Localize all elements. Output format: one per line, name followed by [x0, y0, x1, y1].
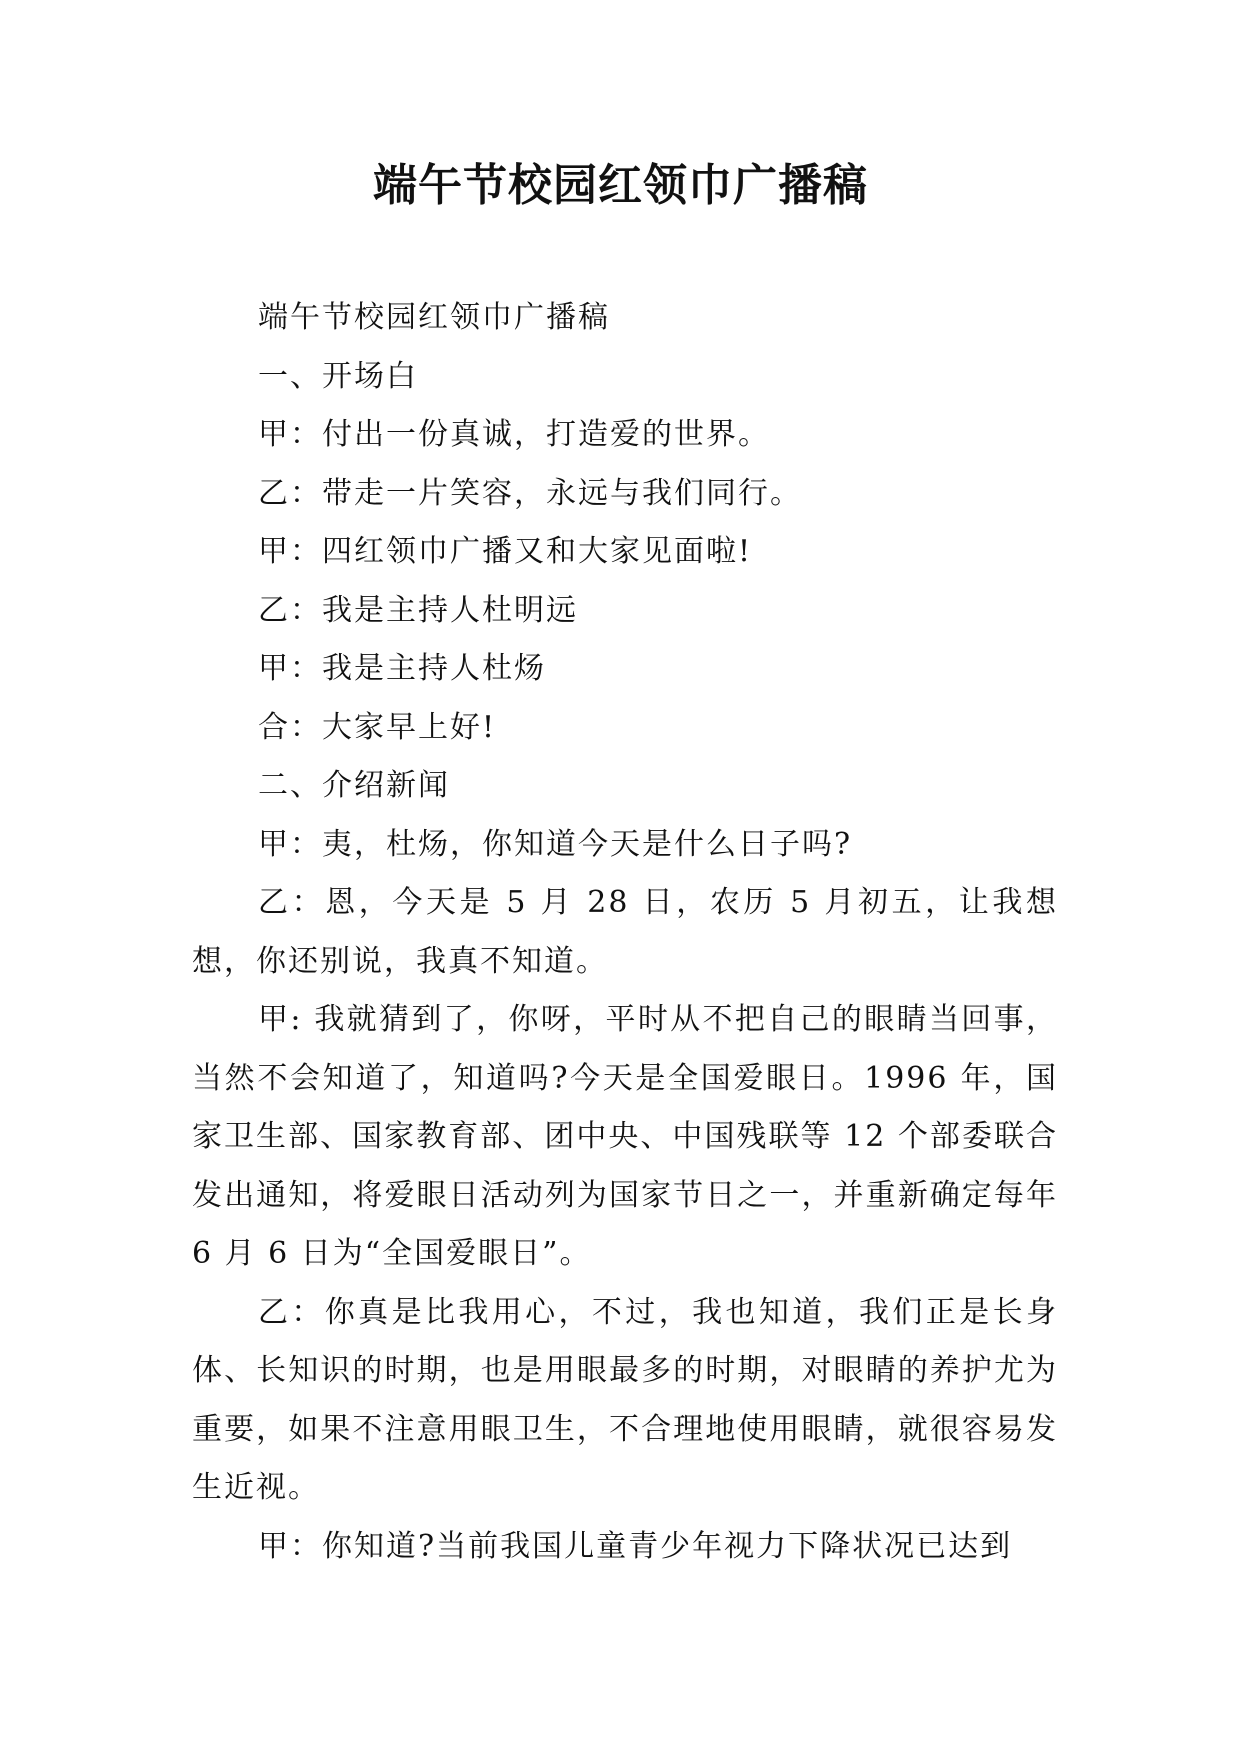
- dialogue-line: 甲：夷，杜炀，你知道今天是什么日子吗?: [258, 826, 853, 862]
- dialogue-line: 甲：付出一份真诚，打造爱的世界。: [258, 417, 770, 452]
- dialogue-line: 乙：恩，今天是 5 月 28 日，农历 5 月初五，让我想想，你还别说，我真不知道。: [192, 885, 1058, 979]
- document-body: [192, 289, 1058, 1576]
- dialogue-line: 甲：你知道?当前我国儿童青少年视力下降状况已达到: [258, 1528, 1013, 1564]
- dialogue-line: 合：大家早上好!: [258, 709, 497, 745]
- dialogue-line: 甲：我是主持人杜炀: [258, 651, 546, 686]
- dialogue-line: 甲: 我就猜到了，你呀，平时从不把自己的眼睛当回事，当然不会知道了，知道吗?今天是全国爱眼日。1996 年，国家卫生部、国家教育部、团中央、中国残联等 12 个部委联合发出通知，将爱眼日活动列为国家节日之一，并重新确定每年 6 月 6 日为“全国爱眼日”。: [192, 1002, 1058, 1271]
- dialogue-line: 甲：四红领巾广播又和大家见面啦!: [258, 534, 753, 569]
- section-opening: 一、开场白: [258, 358, 418, 394]
- section-news: 二、介绍新闻: [258, 768, 450, 803]
- document-title: 端午节校园红领巾广播稿: [373, 160, 868, 211]
- dialogue-line: 乙：我是主持人杜明远: [258, 592, 578, 628]
- dialogue-line: 乙：你真是比我用心，不过，我也知道，我们正是长身体、长知识的时期，也是用眼最多的时期，对眼睛的养护尤为重要，如果不注意用眼卫生，不合理地使用眼睛，就很容易发生近视。: [192, 1294, 1058, 1505]
- dialogue-line: 乙：带走一片笑容，永远与我们同行。: [258, 475, 802, 511]
- paragraph-heading: 端午节校园红领巾广播稿: [258, 300, 610, 335]
